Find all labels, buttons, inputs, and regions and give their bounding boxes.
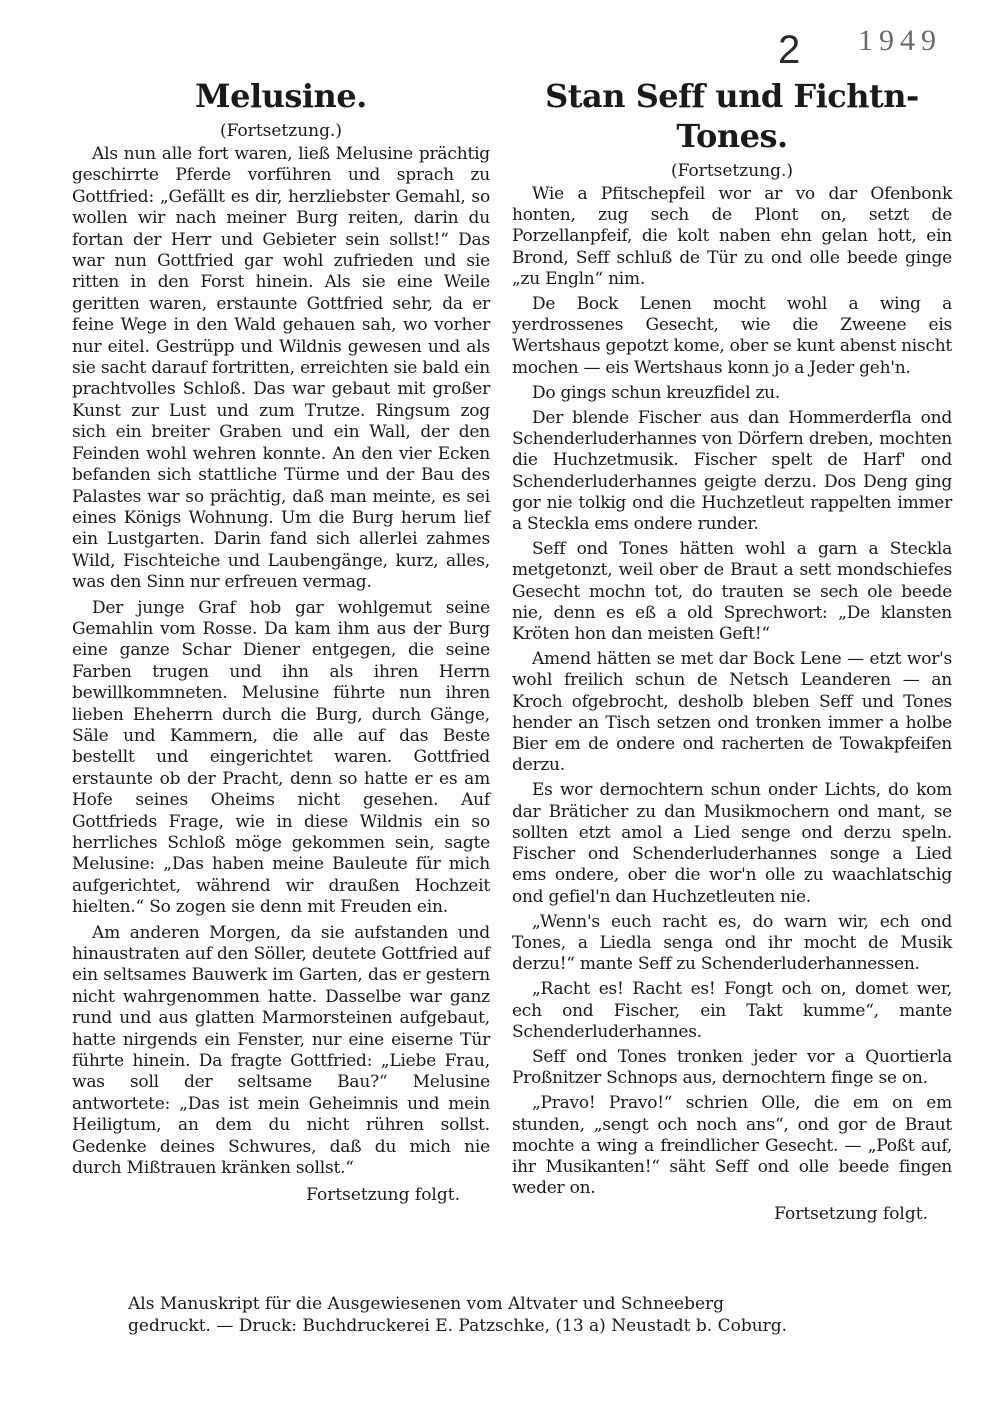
paragraph: „Racht es! Racht es! Fongt och on, domet wer, ech ond Fischer, ein Takt kumme“, mante Schenderluderhannes. xyxy=(512,979,952,1042)
year-stamp: 1949 xyxy=(858,24,942,57)
imprint-line-2: gedruckt. — Druck: Buchdruckerei E. Patzschke, (13 a) Neustadt b. Coburg. xyxy=(128,1316,788,1336)
paragraph: Der junge Graf hob gar wohlgemut seine Gemahlin vom Rosse. Da kam ihm aus der Burg eine ganze Schar Diener entgegen, die seine Farben trugen und ihn als ihren Herrn bewillkommneten. Melusine führte nun ihren lieben Eheherrn durch die Burg, durch Gänge, Säle und Kammern, die alle auf das Beste bestellt und eingerichtet waren. Gottfried erstaunte ob der Pracht, denn so hatte er es am Hofe seines Oheims nicht gesehen. Auf Gottfrieds Frage, wie in diese Wildnis ein so herrliches Schloß möge gekommen sein, sagte Melusine: „Das haben meine Bauleute für mich aufgerichtet, während wir draußen Hochzeit hielten.“ So zogen sie denn mit Freuden ein. xyxy=(72,597,490,918)
right-column xyxy=(512,76,952,1225)
imprint-line-1: Als Manuskript für die Ausgewiesenen vom Altvater und Schneeberg xyxy=(128,1294,725,1314)
paragraph: Am anderen Morgen, da sie aufstanden und hinaustraten auf den Söller, deutete Gottfried auf ein seltsames Bauwerk im Garten, das er gestern nicht wahrgenommen hatte. Dasselbe war ganz rund und aus glatten Marmorsteinen aufgebaut, hatte nirgends ein Fenster, nur eine eiserne Tür führte hinein. Da fragte Gottfried: „Liebe Frau, was soll der seltsame Bau?“ Melusine antwortete: „Das ist mein Geheimnis und mein Heiligtum, an dem du nicht rühren sollst. Gedenke deines Schwures, daß du mich nie durch Mißtrauen kränken sollst.“ xyxy=(72,922,490,1179)
article-subtitle: (Fortsetzung.) xyxy=(670,161,794,181)
article-subtitle: (Fortsetzung.) xyxy=(219,121,343,141)
paragraph: Seff ond Tones hätten wohl a garn a Steckla metgetonzt, weil ober de Braut a sett mondschiefes Gesecht mochn tot, do trauten se sech ole beede nie, denn es eß a old Sprechwort: „De klansten Kröten hon dan meisten Geft!“ xyxy=(512,539,952,645)
paragraph: Als nun alle fort waren, ließ Melusine prächtig geschirrte Pferde vorführen und sprach zu Gottfried: „Gefällt es dir, herzliebster Gemahl, so wollen wir nach meiner Burg reiten, darin du fortan der Herr und Gebieter sein sollst!“ Das war nun Gottfried gar wohl zufrieden und sie ritten in den Forst hinein. Als sie eine Weile geritten waren, erstaunte Gottfried sehr, da er feine Wege in den Wald gehauen sah, wo vorher nur eitel. Gestrüpp und Wildnis gewesen und als sie sacht darauf fortritten, erreichten sie bald ein prachtvolles Schloß. Das war gebaut mit großer Kunst zur Lust und zum Trutze. Ringsum zog sich ein breiter Graben und ein Wall, der den Feinden wohl wehren konnte. An den vier Ecken befanden sich stattliche Türme und der Bau des Palastes war so prächtig, daß man meinte, es sei eines Königs Wohnung. Um die Burg herum lief ein Lustgarten. Darin fand sich allerlei zahmes Wild, Fischteiche und Laubengänge, kurz, alles, was den Sinn nur erfreuen vermag. xyxy=(72,144,490,593)
imprint-footer xyxy=(128,1293,888,1337)
article-title-melusine: Melusine. xyxy=(195,77,367,115)
paragraph: Wie a Pfitschepfeil wor ar vo dar Ofenbonk honten, zug sech de Plont on, setzt de Porzellanpfeif, die kolt naben ehn gelan hott, ein Brond, Seff schluß de Tür zu ond olle beede ginge „zu Engln“ nim. xyxy=(512,184,952,289)
paragraph: Do gings schun kreuzfidel zu. xyxy=(532,382,781,403)
page-number: 2 xyxy=(778,28,801,72)
paragraph: Es wor dernochtern schun onder Lichts, do kom dar Bräticher zu dan Musikmochern ond mant, se sollten etzt amol a Lied senge ond derzu speln. Fischer ond Schenderluderhannes songe a Lied ems ondere, ober die wor'n olle zu waachlatschig ond gefiel'n dan Huchzetleuten nie. xyxy=(512,780,952,907)
left-column xyxy=(72,76,490,1206)
paragraph: „Pravo! Pravo!“ schrien Olle, die em on em stunden, „sengt och noch ans“, ond gor de Braut mochte a wing a freindlicher Gesecht. — „Poßt auf, ihr Musikanten!“ säht Seff ond olle beede fingen weder on. xyxy=(512,1093,952,1199)
paragraph: „Wenn's euch racht es, do warn wir, ech ond Tones, a Liedla senga ond ihr mocht de Musik derzu!“ mante Seff zu Schenderluderhannessen. xyxy=(512,911,952,975)
paragraph: Der blende Fischer aus dan Hommerderfla ond Schenderluderhannes von Dörfern dreben, mochten die Huchzetmusik. Fischer spelt de Harf' ond Schenderluderhannes geigte derzu. Dos Deng ging gor nie tolkig ond die Huchzetleut rappelten immer a Steckla ems ondere runder. xyxy=(512,408,952,535)
paragraph: De Bock Lenen mocht wohl a wing a yerdrossenes Gesecht, wie die Zweene eis Wertshaus gepotzt kome, ober se kunt abenst nischt mochen — eis Wertshaus konn jo a Jeder geh'n. xyxy=(512,294,952,378)
continued-note: Fortsetzung folgt. xyxy=(774,1204,928,1225)
article-title-stan-seff: Stan Seff und Fichtn-Tones. xyxy=(545,77,919,155)
continued-note: Fortsetzung folgt. xyxy=(306,1184,460,1205)
paragraph: Seff ond Tones tronken jeder vor a Quortierla Proßnitzer Schnops aus, dernochtern finge se on. xyxy=(512,1046,952,1089)
paragraph: Amend hätten se met dar Bock Lene — etzt wor's wohl freilich schun de Netsch Leanderen — an Kroch ofgebrocht, desholb bleben Seff und Tones hender an Tisch setzen ond tronken immer a holbe Bier em de ondere ond racherten de Towakpfeifen derzu. xyxy=(512,649,952,776)
